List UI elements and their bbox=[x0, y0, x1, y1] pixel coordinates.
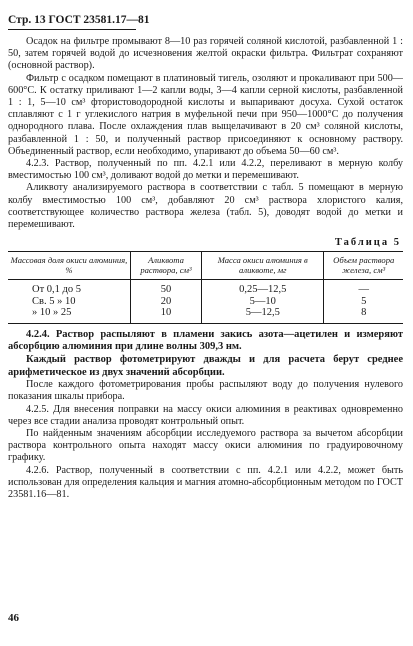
table-row bbox=[8, 296, 403, 308]
column-header: Массовая доля окиси алюминия, % bbox=[8, 252, 130, 280]
paragraph: 4.2.3. Раствор, полученный по пп. 4.2.1 или 4.2.2, переливают в мерную колбу вместимостью 100 см³, доливают водой до метки и перемешивают. bbox=[8, 158, 403, 182]
table-row bbox=[8, 307, 403, 323]
table-cell: 5—10 bbox=[202, 296, 324, 308]
table-cell: » 10 » 25 bbox=[32, 307, 72, 319]
table-row bbox=[8, 280, 403, 296]
paragraph: После каждого фотометрирования пробы распыляют воду до получения нулевого показания шкалы прибора. bbox=[8, 379, 403, 403]
column-header: Аликвота раствора, см³ bbox=[130, 252, 201, 280]
column-header: Масса окиси алюминия в аликвоте, мг bbox=[202, 252, 324, 280]
table-caption: Таблица 5 bbox=[334, 237, 401, 249]
paragraph: Осадок на фильтре промывают 8—10 раз горячей соляной кислотой, разбавленной 1 : 50, затем горячей водой до исчезновения желтой окраски фильтра. Фильтрат сохраняют (основной раствор). bbox=[8, 36, 403, 72]
table-cell: — bbox=[324, 280, 403, 296]
table-cell: Св. 5 » 10 bbox=[32, 295, 76, 307]
table-5 bbox=[8, 251, 403, 324]
header-title: Стр. 13 ГОСТ 23581.17—81 bbox=[8, 14, 150, 26]
table-cell: От 0,1 до 5 bbox=[32, 284, 82, 296]
table-cell: 5 bbox=[324, 296, 403, 308]
page-number: 46 bbox=[8, 612, 19, 624]
paragraph: 4.2.5. Для внесения поправки на массу окиси алюминия в реактивах одновременно через все стадии анализа проводят контрольный опыт. bbox=[8, 403, 403, 427]
paragraph: Каждый раствор фотометрируют дважды и для расчета берут среднее арифметическое из двух значений абсорбции. bbox=[8, 353, 403, 378]
page-header bbox=[8, 14, 403, 26]
table-cell: 0,25—12,5 bbox=[202, 280, 324, 296]
table-cell: 10 bbox=[130, 307, 201, 323]
paragraph: 4.2.4. Раствор распыляют в пламени закись азота—ацетилен и измеряют абсорбцию алюминия при длине волны 309,3 нм. bbox=[8, 328, 403, 353]
header-rule bbox=[8, 29, 136, 30]
column-header: Объем раствора железа, см³ bbox=[324, 252, 403, 280]
table-cell: 20 bbox=[130, 296, 201, 308]
paragraph: Фильтр с осадком помещают в платиновый тигель, озоляют и прокаливают при 500—600°С. К остатку приливают 1—2 капли воды, 3—4 капли серной кислоты, разбавленной 1 : 1, 5—10 см³ фтористоводородной кислоты и выпаривают досуха. Сухой остаток сплавляют с 1 г углекислого натрия в муфельной печи при 950—1000°С до получения однородного плава. После охлаждения плав выщелачивают в 20 см³ соляной кислоты, разбавленной 1 : 50, и полученный раствор присоединяют к основному раствору. Объединенный раствор, если необходимо, упаривают до объема 50—60 см³. bbox=[8, 72, 403, 157]
table-header-row bbox=[8, 252, 403, 280]
paragraph: 4.2.6. Раствор, полученный в соответствии с пп. 4.2.1 или 4.2.2, может быть использован для определения кальция и магния атомно-абсорбционным методом по ГОСТ 23581.16—81. bbox=[8, 464, 403, 500]
paragraph: Аликвоту анализируемого раствора в соответствии с табл. 5 помещают в мерную колбу вместимостью 100 см³, добавляют 20 см³ раствора хлористого калия, соответствующее количество раствора железа (табл. 5), доводят водой до метки и перемешивают. bbox=[8, 182, 403, 231]
table-cell: 8 bbox=[324, 307, 403, 323]
paragraph: По найденным значениям абсорбции исследуемого раствора за вычетом абсорбции раствора контрольного опыта находят массу окиси алюминия по градуировочному графику. bbox=[8, 427, 403, 464]
document-body bbox=[8, 36, 403, 501]
table-cell: 50 bbox=[130, 280, 201, 296]
table-cell: 5—12,5 bbox=[202, 307, 324, 323]
